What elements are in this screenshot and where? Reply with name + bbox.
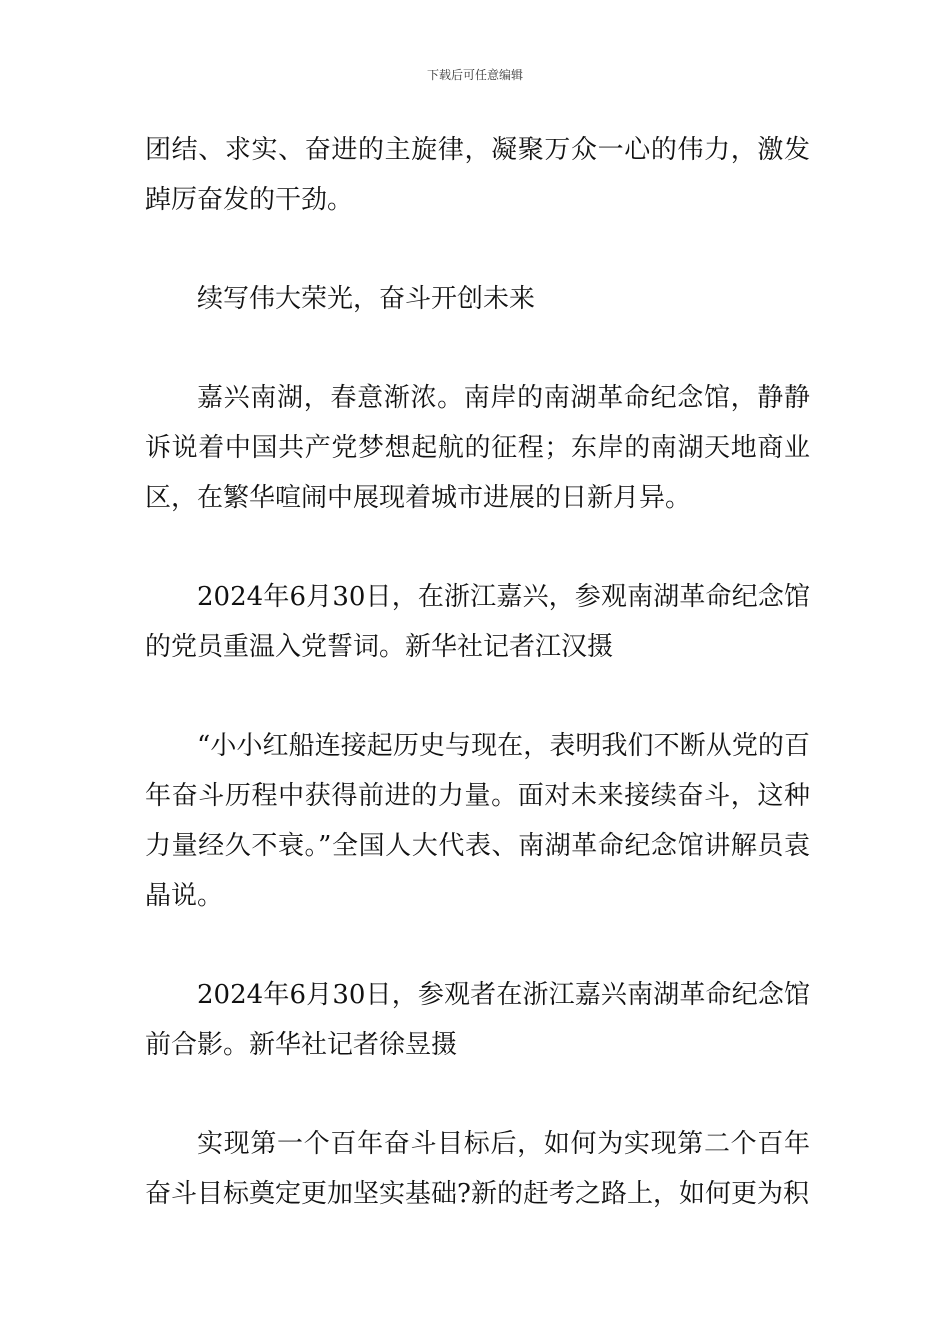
- header-note: 下载后可任意编辑: [426, 68, 523, 82]
- section-heading: 续写伟大荣光，奋斗开创未来: [197, 284, 536, 314]
- paragraph-1: 团结、求实、奋进的主旋律，凝聚万众一心的伟力，激发踔厉奋发的干劲。: [145, 135, 810, 215]
- paragraph-3: 嘉兴南湖，春意渐浓。南岸的南湖革命纪念馆，静静诉说着中国共产党梦想起航的征程；东岸的南湖天地商业区，在繁华喧闹中展现着城市进展的日新月异。: [145, 383, 810, 513]
- body-text: [145, 125, 810, 1268]
- paragraph-7: 实现第一个百年奋斗目标后，如何为实现第二个百年奋斗目标奠定更加坚实基础?新的赶考之路上，如何更为积: [145, 1129, 810, 1209]
- photo-caption-1: 2024年6月30日，在浙江嘉兴，参观南湖革命纪念馆的党员重温入党誓词。新华社记者江汉摄: [145, 582, 810, 662]
- photo-caption-2: 2024年6月30日，参观者在浙江嘉兴南湖革命纪念馆前合影。新华社记者徐昱摄: [145, 980, 810, 1060]
- quote-paragraph: “小小红船连接起历史与现在，表明我们不断从党的百年奋斗历程中获得前进的力量。面对未来接续奋斗，这种力量经久不衰。”全国人大代表、南湖革命纪念馆讲解员袁晶说。: [145, 731, 810, 911]
